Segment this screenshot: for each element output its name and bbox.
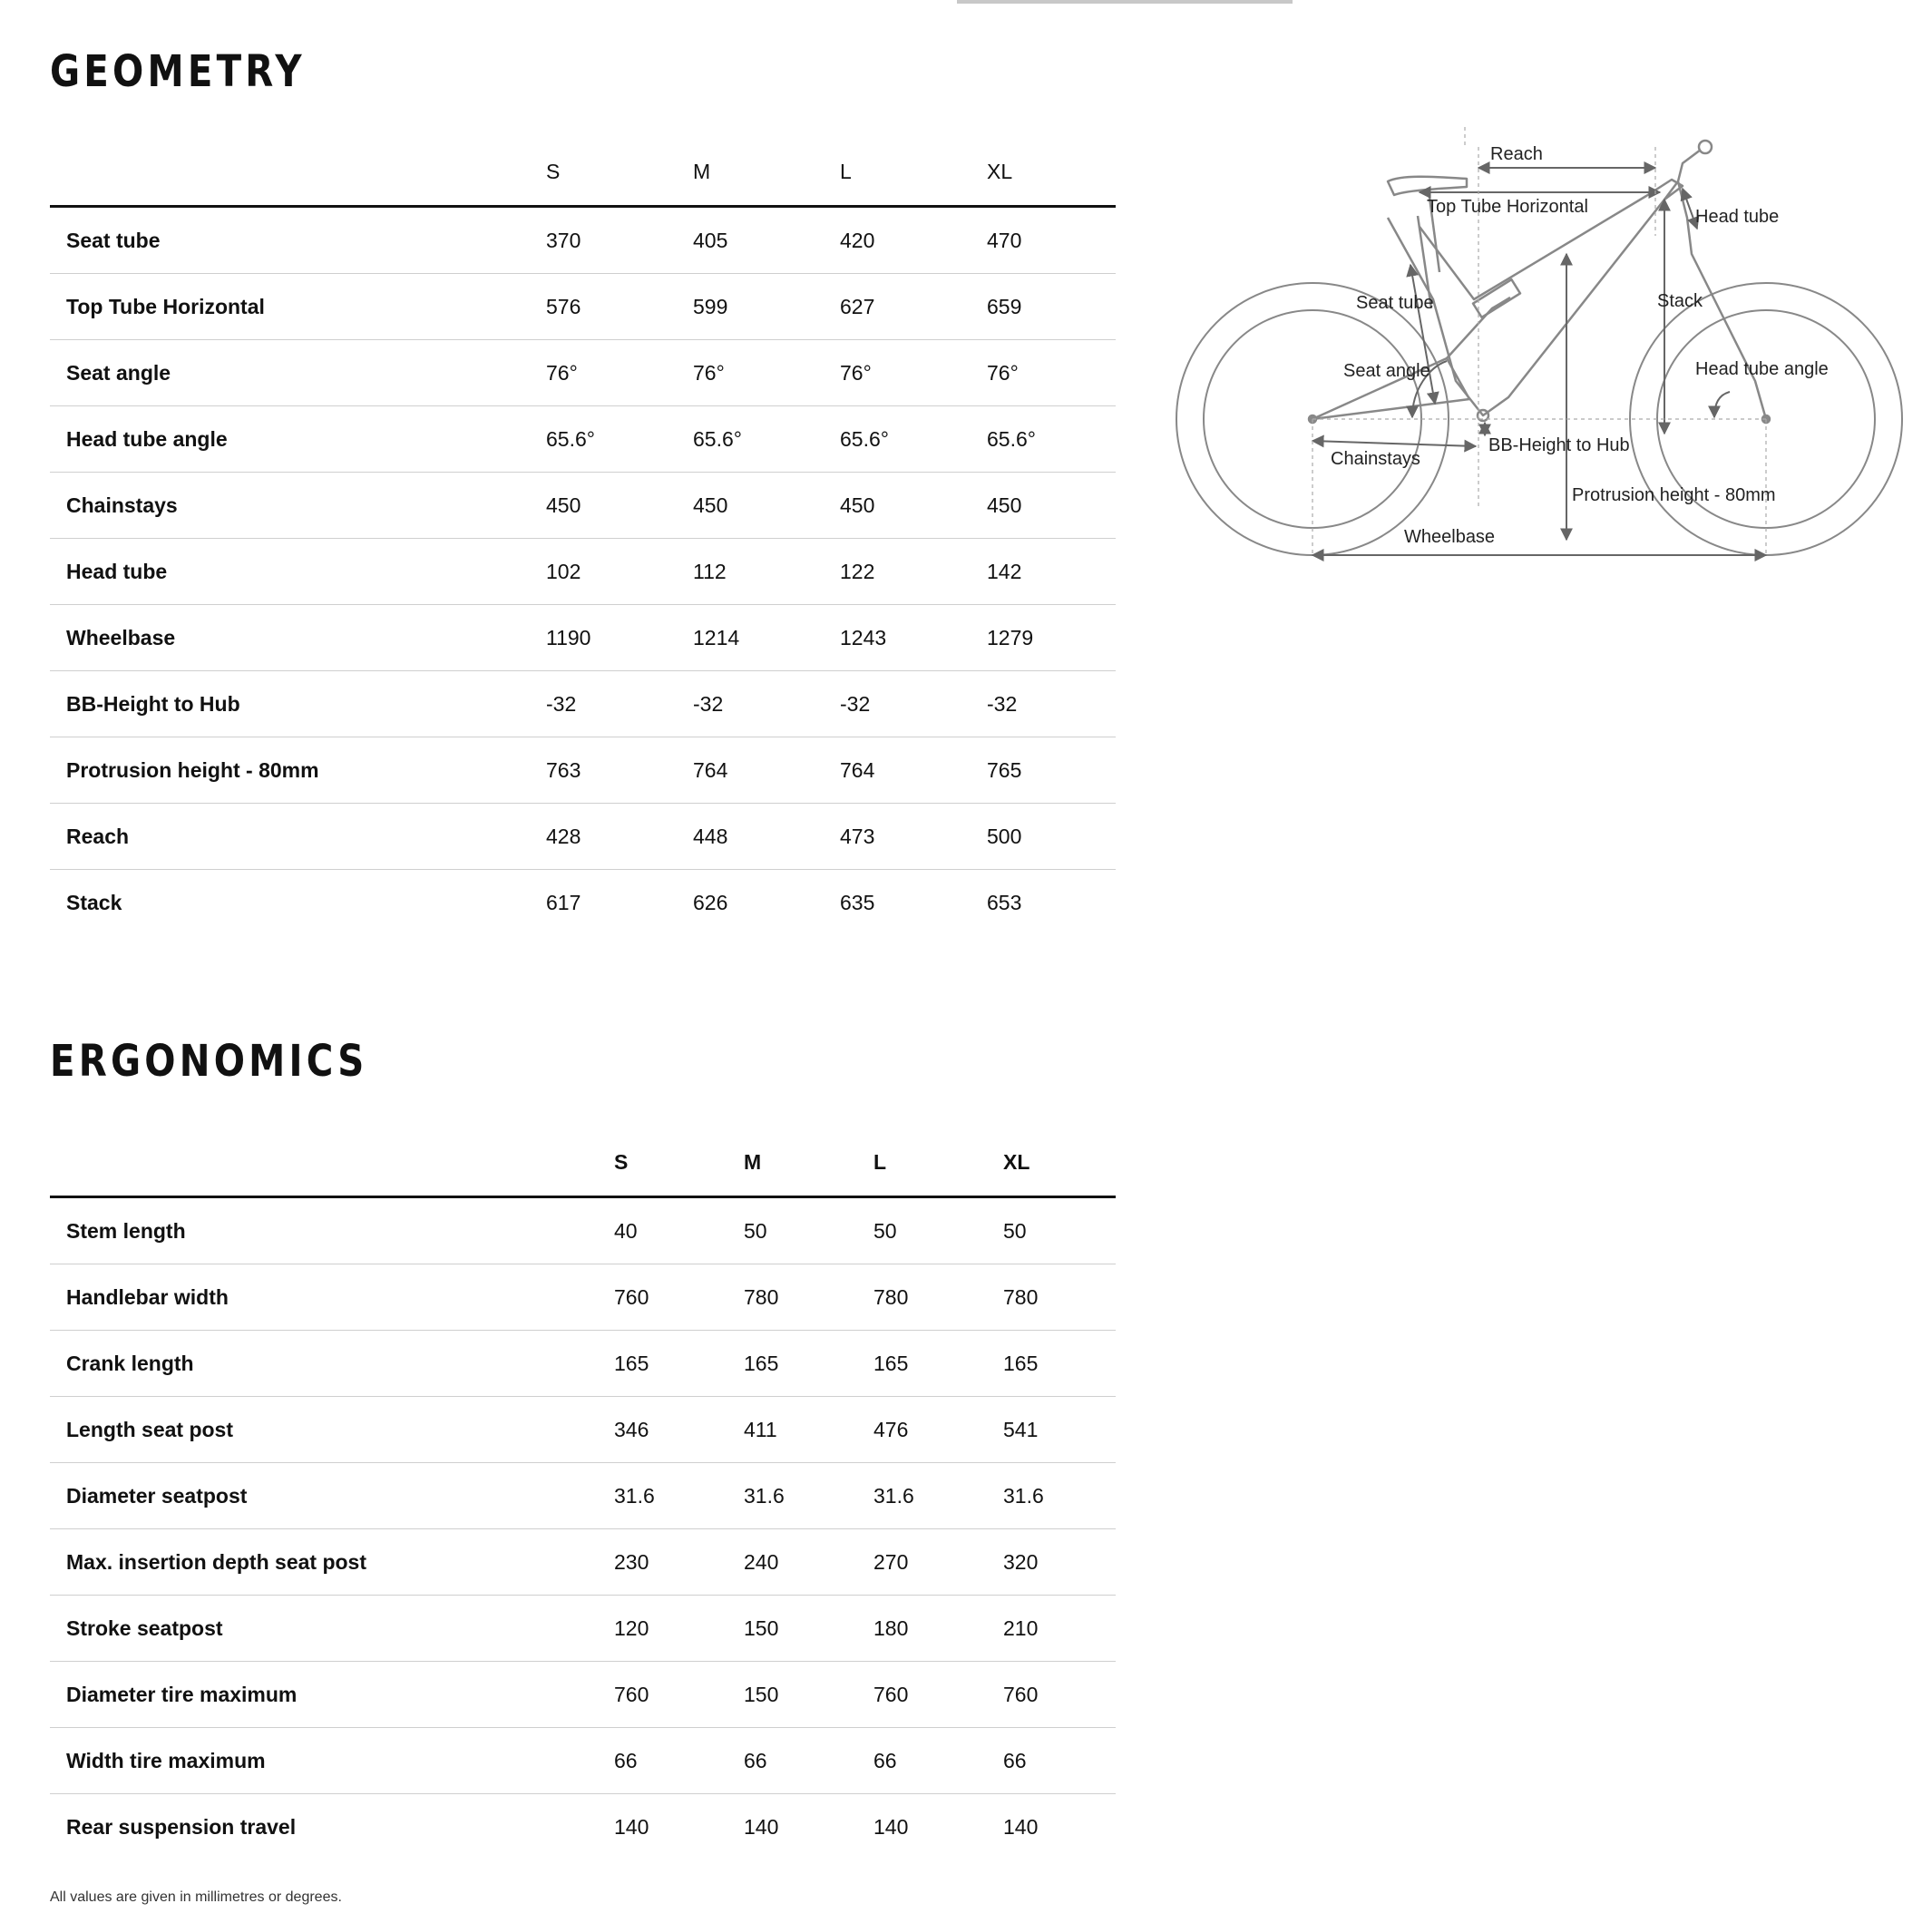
geometry-cell: 76°	[546, 340, 693, 406]
geometry-cell: 653	[987, 890, 1022, 914]
ergonomics-row-label: Crank length	[50, 1331, 614, 1397]
geometry-cell: 65.6°	[840, 406, 987, 473]
geometry-cell: -32	[987, 671, 1116, 737]
geometry-cell: 450	[693, 473, 840, 539]
ergonomics-row	[50, 1264, 1116, 1331]
geometry-size-header: XL	[987, 138, 1116, 207]
footnote: All values are given in millimetres or degrees.	[50, 1889, 342, 1905]
bike-geometry-diagram	[1175, 127, 1918, 571]
geometry-cell: 405	[693, 207, 840, 274]
ergonomics-cell: 780	[1003, 1264, 1116, 1331]
ergonomics-cell: 150	[744, 1596, 873, 1662]
ergonomics-cell: 476	[873, 1397, 1003, 1463]
ergonomics-title: ERGONOMICS	[50, 1036, 368, 1087]
geometry-cell: 65.6°	[987, 406, 1116, 473]
geometry-row	[50, 737, 1116, 804]
ergonomics-cell: 120	[614, 1596, 744, 1662]
ergonomics-row	[50, 1197, 1116, 1264]
ergonomics-cell: 140	[744, 1814, 779, 1839]
ergonomics-cell: 780	[744, 1264, 873, 1331]
diagram-label-reach: Reach	[1490, 144, 1543, 164]
geometry-cell: 1190	[546, 605, 693, 671]
diagram-label-seat-angle: Seat angle	[1343, 361, 1430, 381]
geometry-cell: 763	[546, 737, 693, 804]
ergonomics-row	[50, 1728, 1116, 1794]
geometry-cell: 450	[987, 473, 1116, 539]
ergonomics-cell: 760	[614, 1264, 744, 1331]
geometry-size-header: L	[840, 138, 987, 207]
ergonomics-cell: 50	[744, 1197, 873, 1264]
ergonomics-cell: 66	[1003, 1728, 1116, 1794]
ergonomics-cell: 66	[744, 1728, 873, 1794]
ergonomics-cell: 31.6	[873, 1463, 1003, 1529]
ergonomics-cell: 140	[1003, 1814, 1039, 1839]
ergonomics-header-row	[50, 1128, 1116, 1197]
ergonomics-row	[50, 1529, 1116, 1596]
geometry-cell: 764	[840, 737, 987, 804]
geometry-row	[50, 671, 1116, 737]
geometry-cell: 1279	[987, 605, 1116, 671]
geometry-size-header: S	[546, 138, 693, 207]
geometry-row-label: Top Tube Horizontal	[50, 274, 546, 340]
ergonomics-cell: 270	[873, 1529, 1003, 1596]
geometry-cell: 599	[693, 274, 840, 340]
ergonomics-cell: 40	[614, 1197, 744, 1264]
geometry-size-header: M	[693, 138, 840, 207]
ergonomics-cell: 760	[873, 1662, 1003, 1728]
geometry-row	[50, 340, 1116, 406]
ergonomics-header-label	[50, 1128, 614, 1197]
geometry-cell: -32	[840, 671, 987, 737]
ergonomics-cell: 180	[873, 1596, 1003, 1662]
geometry-row-label: Head tube angle	[50, 406, 546, 473]
geometry-row-label: BB-Height to Hub	[50, 671, 546, 737]
geometry-cell: 635	[840, 890, 875, 914]
diagram-label-seat-tube: Seat tube	[1356, 293, 1434, 313]
geometry-cell: 142	[987, 539, 1116, 605]
ergonomics-size-header: L	[873, 1128, 1003, 1197]
geometry-row-label: Protrusion height - 80mm	[50, 737, 546, 804]
geometry-row-label: Wheelbase	[50, 605, 546, 671]
ergonomics-row	[50, 1662, 1116, 1728]
geometry-title: GEOMETRY	[50, 46, 306, 97]
geometry-row	[50, 473, 1116, 539]
geometry-row-label: Seat angle	[50, 340, 546, 406]
geometry-cell: 450	[840, 473, 987, 539]
ergonomics-row-label: Diameter seatpost	[50, 1463, 614, 1529]
geometry-cell: 65.6°	[693, 406, 840, 473]
geometry-row	[50, 804, 1116, 870]
diagram-label-wheelbase: Wheelbase	[1404, 527, 1496, 547]
ergonomics-cell: 150	[744, 1662, 873, 1728]
ergonomics-row	[50, 1331, 1116, 1397]
geometry-cell: 76°	[987, 340, 1116, 406]
ergonomics-row-label: Max. insertion depth seat post	[50, 1529, 614, 1596]
geometry-cell: 576	[546, 274, 693, 340]
ergonomics-row	[50, 1463, 1116, 1529]
ergonomics-cell: 50	[873, 1197, 1003, 1264]
ergonomics-row-label: Stem length	[50, 1197, 614, 1264]
ergonomics-cell: 210	[1003, 1596, 1116, 1662]
diagram-label-stack: Stack	[1657, 291, 1703, 311]
geometry-cell: 102	[546, 539, 693, 605]
ergonomics-row-label: Stroke seatpost	[50, 1596, 614, 1662]
ergonomics-cell: 320	[1003, 1529, 1116, 1596]
geometry-cell: 1214	[693, 605, 840, 671]
geometry-row	[50, 870, 1116, 936]
ergonomics-cell: 230	[614, 1529, 744, 1596]
geometry-cell: 448	[693, 804, 840, 870]
geometry-row	[50, 274, 1116, 340]
ergonomics-row-label: Length seat post	[50, 1397, 614, 1463]
geometry-row-label: Stack	[66, 890, 122, 914]
ergonomics-cell: 346	[614, 1397, 744, 1463]
ergonomics-cell: 31.6	[1003, 1463, 1116, 1529]
ergonomics-cell: 66	[873, 1728, 1003, 1794]
geometry-row	[50, 539, 1116, 605]
bike-geometry-illustration	[1175, 127, 1918, 571]
ergonomics-row	[50, 1596, 1116, 1662]
geometry-cell: 500	[987, 804, 1116, 870]
geometry-cell: 473	[840, 804, 987, 870]
geometry-row	[50, 207, 1116, 274]
geometry-cell: 470	[987, 207, 1116, 274]
geometry-cell: 764	[693, 737, 840, 804]
ergonomics-size-header: S	[614, 1128, 744, 1197]
geometry-cell: 1243	[840, 605, 987, 671]
geometry-row-label: Head tube	[50, 539, 546, 605]
geometry-row-label: Chainstays	[50, 473, 546, 539]
ergonomics-row-label: Width tire maximum	[50, 1728, 614, 1794]
geometry-cell: 420	[840, 207, 987, 274]
ergonomics-cell: 31.6	[744, 1463, 873, 1529]
ergonomics-table	[50, 1128, 1116, 1860]
ergonomics-row-label: Handlebar width	[50, 1264, 614, 1331]
geometry-cell: 450	[546, 473, 693, 539]
diagram-label-head-tube-angle: Head tube angle	[1695, 359, 1829, 379]
geometry-row	[50, 605, 1116, 671]
ergonomics-cell: 66	[614, 1728, 744, 1794]
geometry-cell: 65.6°	[546, 406, 693, 473]
geometry-cell: 122	[840, 539, 987, 605]
geometry-cell: -32	[693, 671, 840, 737]
geometry-cell: 428	[546, 804, 693, 870]
diagram-label-chainstays: Chainstays	[1331, 449, 1420, 469]
geometry-header-label	[50, 138, 546, 207]
geometry-cell: 659	[987, 274, 1116, 340]
diagram-label-protrusion: Protrusion height - 80mm	[1572, 485, 1776, 505]
ergonomics-size-header: M	[744, 1128, 873, 1197]
ergonomics-cell: 411	[744, 1397, 873, 1463]
geometry-row-label: Seat tube	[50, 207, 546, 274]
geometry-row	[50, 406, 1116, 473]
ergonomics-cell: 140	[873, 1814, 909, 1839]
ergonomics-cell: 165	[1003, 1331, 1116, 1397]
ergonomics-cell: 760	[1003, 1662, 1116, 1728]
geometry-cell: 76°	[693, 340, 840, 406]
geometry-cell: 627	[840, 274, 987, 340]
ergonomics-size-header: XL	[1003, 1128, 1116, 1197]
geometry-cell: -32	[546, 671, 693, 737]
ergonomics-row-label: Diameter tire maximum	[50, 1662, 614, 1728]
geometry-cell: 617	[546, 890, 581, 914]
top-scroll-indicator	[957, 0, 1293, 4]
ergonomics-cell: 240	[744, 1529, 873, 1596]
geometry-cell: 765	[987, 737, 1116, 804]
ergonomics-row	[50, 1794, 1116, 1860]
geometry-table	[50, 138, 1116, 935]
geometry-cell: 112	[693, 539, 840, 605]
ergonomics-cell: 31.6	[614, 1463, 744, 1529]
ergonomics-cell: 541	[1003, 1397, 1116, 1463]
ergonomics-cell: 140	[614, 1814, 649, 1839]
ergonomics-cell: 50	[1003, 1197, 1116, 1264]
ergonomics-row-label: Rear suspension travel	[66, 1814, 297, 1839]
geometry-cell: 370	[546, 207, 693, 274]
ergonomics-cell: 165	[873, 1331, 1003, 1397]
geometry-row-label: Reach	[50, 804, 546, 870]
ergonomics-cell: 165	[614, 1331, 744, 1397]
geometry-cell: 76°	[840, 340, 987, 406]
ergonomics-cell: 780	[873, 1264, 1003, 1331]
diagram-label-head-tube: Head tube	[1695, 207, 1780, 227]
geometry-cell: 626	[693, 890, 728, 914]
diagram-label-bb-height: BB-Height to Hub	[1488, 435, 1630, 455]
diagram-label-top-tube: Top Tube Horizontal	[1427, 197, 1588, 217]
ergonomics-cell: 760	[614, 1662, 744, 1728]
ergonomics-cell: 165	[744, 1331, 873, 1397]
geometry-header-row	[50, 138, 1116, 207]
ergonomics-row	[50, 1397, 1116, 1463]
